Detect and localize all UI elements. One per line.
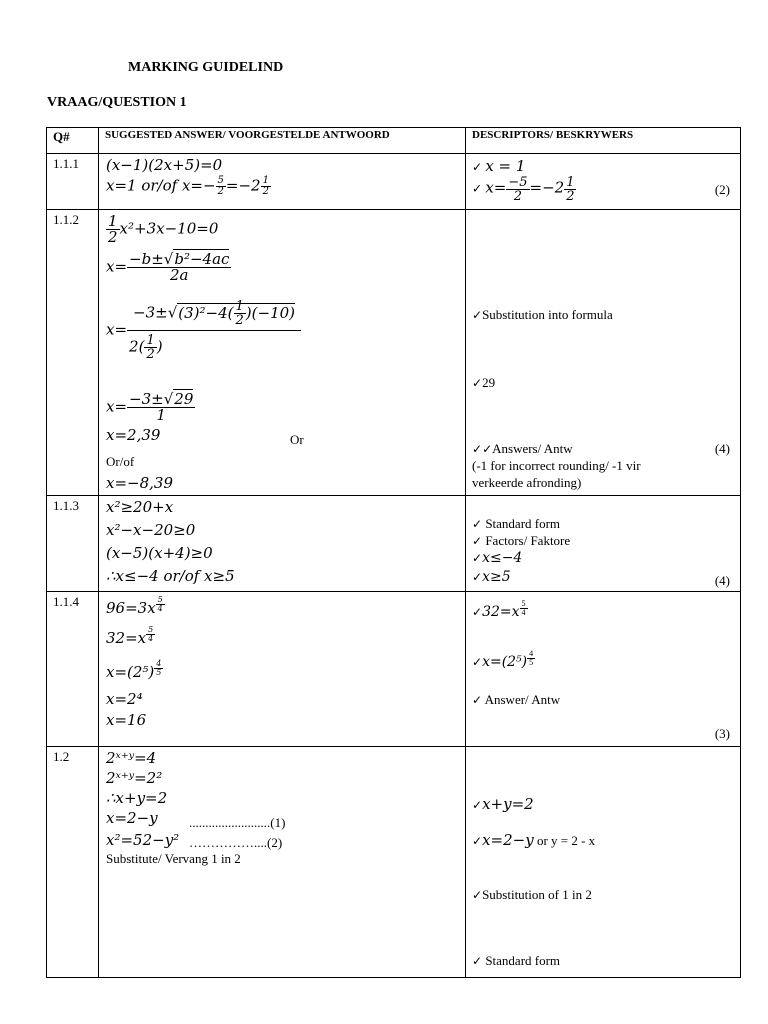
question-number: 1.1.4 xyxy=(53,594,79,609)
answer-line: x=2,39 xyxy=(106,426,161,444)
checkmark-icon: ✓ xyxy=(472,534,483,548)
marking-table xyxy=(46,127,741,978)
answer-line: $\frac{1}{2}$ x²+3x−10=0 xyxy=(108,212,219,246)
checkmark-icon: ✓ xyxy=(472,308,483,322)
answer-line: x=1 or/of x=− $\frac{5}{2}$ =−2 $\frac{1}{2}$ xyxy=(106,175,269,197)
descriptor-line: ✓Substitution into formula xyxy=(472,307,613,322)
checkmark-icon: ✓ xyxy=(482,442,493,456)
answer-cell xyxy=(99,592,466,747)
checkmark-icon: ✓ xyxy=(472,376,483,390)
fraction: $\frac{1}{2}$ xyxy=(566,175,575,204)
answer-line: 96=3x $^{\frac{5}{4}}$ xyxy=(106,595,163,617)
checkmark-icon: ✓ xyxy=(472,654,483,669)
document-title: MARKING GUIDELIND xyxy=(128,60,284,75)
answer-line: ∴x≤−4 or/of x≥5 xyxy=(106,567,235,585)
descriptor-cell xyxy=(466,210,741,496)
descriptor-cell xyxy=(466,747,741,978)
answer-line: x=−8,39 xyxy=(106,474,173,492)
checkmark-icon: ✓ xyxy=(472,517,483,531)
question-number: 1.1.3 xyxy=(53,498,79,513)
checkmark-icon: ✓ xyxy=(472,888,483,902)
answer-line: Or/of xyxy=(106,454,135,469)
descriptor-line: ✓ Standard form xyxy=(472,516,561,531)
question-number-cell xyxy=(47,154,99,210)
descriptor-line: verkeerde afronding) xyxy=(472,475,582,490)
answer-line: x= $\frac{-3\pm√29}{1}$ xyxy=(106,390,194,424)
header-q: Q# xyxy=(47,128,99,154)
answer-line: Substitute/ Vervang 1 in 2 xyxy=(106,851,241,866)
fraction: $\frac{1}{2}$ xyxy=(108,212,118,246)
table-row xyxy=(47,210,741,496)
question-number: 1.1.1 xyxy=(53,156,79,171)
checkmark-icon: ✓ xyxy=(472,798,483,812)
descriptor-line: ✓ x= $\frac{-5}{2}$ =−2 $\frac{1}{2}$ xyxy=(472,175,575,204)
answer-line: ∴x+y=2 xyxy=(106,789,168,807)
question-number-cell xyxy=(47,210,99,496)
exponent-fraction: 5 4 xyxy=(521,599,526,617)
checkmark-icon: ✓ xyxy=(472,551,483,565)
checkmark-icon: ✓ xyxy=(472,160,483,174)
descriptor-line: ✓Substitution of 1 in 2 xyxy=(472,887,592,902)
exponent-fraction: 4 5 xyxy=(156,659,162,677)
question-title: VRAAG/QUESTION 1 xyxy=(47,95,187,110)
descriptor-line: ✓ Answer/ Antw xyxy=(472,692,561,707)
fraction: $\frac{-3\pm√29}{1}$ xyxy=(129,390,194,424)
exponent-fraction: 5 4 xyxy=(148,625,154,643)
answer-line: x²=52−y² xyxy=(106,831,180,849)
marks: (4) xyxy=(714,573,730,588)
question-number-cell xyxy=(47,592,99,747)
descriptor-cell xyxy=(466,496,741,592)
answer-cell xyxy=(99,154,466,210)
marks: (3) xyxy=(714,726,730,741)
descriptor-line: ✓29 xyxy=(472,375,496,390)
checkmark-icon: ✓ xyxy=(472,570,483,584)
descriptor-cell xyxy=(466,154,741,210)
answer-cell xyxy=(99,210,466,496)
checkmark-icon: ✓ xyxy=(472,834,483,848)
descriptor-line: ✓ Standard form xyxy=(472,953,561,968)
descriptor-line: ✓x+y=2 xyxy=(472,795,534,813)
descriptor-line: ✓ x = 1 xyxy=(472,157,526,175)
checkmark-icon: ✓ xyxy=(472,442,483,456)
answer-line: 2ˣ⁺ʸ=4 xyxy=(106,749,157,767)
header-descriptors: DESCRIPTORS/ BESKRYWERS xyxy=(466,128,741,154)
exponent-fraction: 4 5 xyxy=(529,649,534,667)
fraction: −3±√(3)²−4( $\frac{1}{2}$ )(−10) 2( $\frac{1}{2}$ ) xyxy=(127,300,301,361)
answer-line: x=2⁴ xyxy=(106,690,143,708)
table-row xyxy=(47,154,741,210)
answer-cell xyxy=(99,747,466,978)
descriptor-line: ✓✓Answers/ Antw xyxy=(472,441,573,456)
checkmark-icon: ✓ xyxy=(472,604,483,619)
question-number-cell xyxy=(47,747,99,978)
answer-line: x²≥20+x xyxy=(106,498,174,516)
answer-line: x=16 xyxy=(106,711,147,729)
checkmark-icon: ✓ xyxy=(472,693,483,707)
answer-line: x²−x−20≥0 xyxy=(106,521,196,539)
descriptor-line: ✓32=x $^{\frac{5}{4}}$ xyxy=(472,599,526,620)
question-number: 1.2 xyxy=(53,749,70,764)
fraction: $\frac{1}{2}$ xyxy=(262,175,269,197)
table-row xyxy=(47,496,741,592)
descriptor-cell xyxy=(466,592,741,747)
table-row xyxy=(47,747,741,978)
answer-line: (x−1)(2x+5)=0 xyxy=(106,156,223,174)
checkmark-icon: ✓ xyxy=(472,181,483,196)
fraction: $\frac{-5}{2}$ xyxy=(508,175,528,204)
header-answer: SUGGESTED ANSWER/ VOORGESTELDE ANTWOORD xyxy=(99,128,466,154)
fraction: $\frac{5}{2}$ xyxy=(217,175,224,197)
answer-line: x= $\frac{\text{−b±√b²−4ac}}{2a}$ xyxy=(106,250,230,284)
descriptor-line: ✓x=(2⁵) $^{\frac{4}{5}}$ xyxy=(472,649,534,670)
marks: (4) xyxy=(714,441,730,456)
descriptor-line: ✓ Factors/ Faktore xyxy=(472,533,571,548)
answer-line: x=2−y xyxy=(106,809,158,827)
checkmark-icon: ✓ xyxy=(472,954,483,968)
descriptor-line: ✓x≥5 xyxy=(472,569,511,585)
table-row xyxy=(47,592,741,747)
or-label: Or xyxy=(290,432,304,447)
answer-cell xyxy=(99,496,466,592)
answer-line: x= −3±√(3)²−4( $\frac{1}{2}$ )(−10) 2( $\frac{1}{2}$ ) xyxy=(106,300,301,361)
exponent-fraction: 5 4 xyxy=(157,595,163,613)
answer-line: 2ˣ⁺ʸ=2² xyxy=(106,769,163,787)
marks: (2) xyxy=(714,182,730,197)
question-number-cell xyxy=(47,496,99,592)
equation-ref: ……………....(2) xyxy=(189,835,283,850)
equation-ref: .........................(1) xyxy=(189,815,286,830)
fraction: $\frac{\text{−b±√b²−4ac}}{2a}$ xyxy=(129,250,230,284)
answer-line: (x−5)(x+4)≥0 xyxy=(106,544,213,562)
descriptor-line: ✓x=2−y or y = 2 - x xyxy=(472,831,596,849)
header-row xyxy=(47,128,741,154)
answer-line: x=(2⁵) $^{\frac{4}{5}}$ xyxy=(106,659,162,681)
descriptor-line: (-1 for incorrect rounding/ -1 vir xyxy=(472,458,641,473)
descriptor-line: ✓x≤−4 xyxy=(472,550,523,566)
answer-line: 32=x $^{\frac{5}{4}}$ xyxy=(106,625,154,647)
question-number: 1.1.2 xyxy=(53,212,79,227)
